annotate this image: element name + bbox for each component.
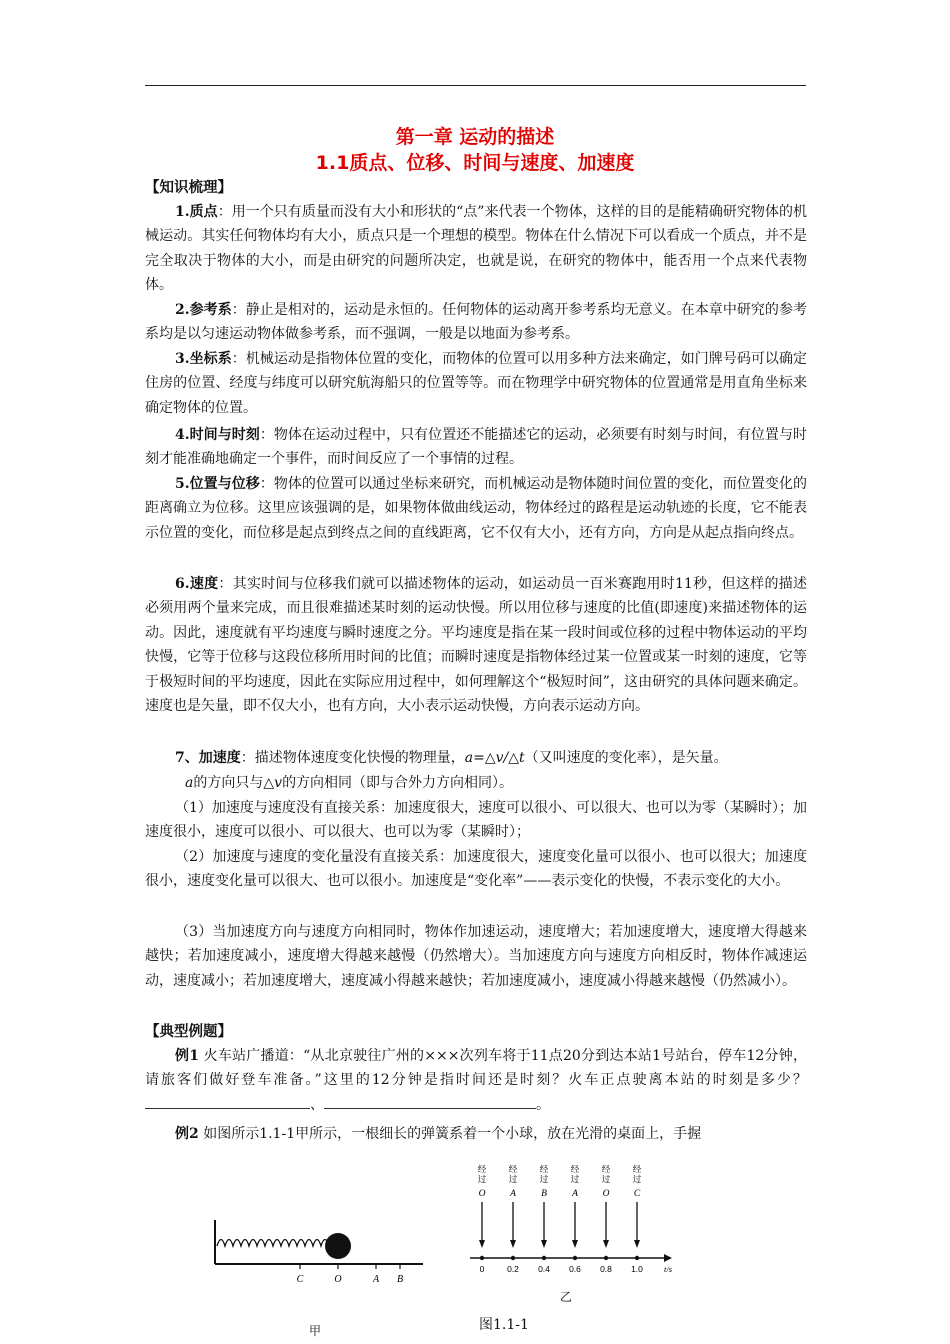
pass-label: 过 xyxy=(477,1175,487,1185)
paragraph-time: 4.时间与时刻：物体在运动过程中，只有位置还不能描述它的运动，必须要有时刻与时间，有位置与时刻才能准确地确定一个事件，而时间反应了一个事情的过程。 xyxy=(145,427,807,468)
axis-label: t/s xyxy=(663,1264,673,1274)
pass-label: 经 xyxy=(477,1165,487,1175)
pass-label: 过 xyxy=(539,1175,549,1185)
tick-label: 0.4 xyxy=(538,1264,550,1274)
knowledge-heading: 【知识梳理】 xyxy=(145,180,232,196)
paragraph-particle: 1.质点：用一个只有质量而没有大小和形状的“点”来代表一个物体，这样的目的是能精确研究物体的机械运动。其实任何物体均有大小，质点只是一个理想的模型。物体在什么情况下可以看成一个质点，并不是完全取决于物体的大小，而是由研究的问题所决定，也就是说，在研究的物体中，能否用一个点来代表物体。 xyxy=(145,204,807,294)
pass-label: 过 xyxy=(508,1175,518,1185)
note-1: （1）加速度与速度没有直接关系：加速度很大，速度可以很小、可以很大、也可以为零（某瞬时）；加速度很小，速度可以很小、可以很大、也可以为零（某瞬时）； xyxy=(145,800,807,841)
paragraph-displacement: 5.位置与位移：物体的位置可以通过坐标来研究，而机械运动是物体随时间位置的变化，而位置变化的距离确立为位移。这里应该强调的是，如果物体做曲线运动，物体经过的路程是运动轨迹的长度，它不能表示位置的变化，而位移是起点到终点之间的直线距离，它不仅有大小，还有方向，方向是从起点指向终点。 xyxy=(145,476,807,541)
ball xyxy=(325,1233,351,1259)
caption-yi: 乙 xyxy=(560,1290,573,1304)
point-label: C xyxy=(633,1189,641,1199)
pass-arrowhead xyxy=(634,1240,640,1248)
axis-arrowhead xyxy=(664,1254,672,1262)
pass-label: 经 xyxy=(570,1165,580,1175)
tick-label: 0.2 xyxy=(507,1264,519,1274)
tick-label: 1.0 xyxy=(631,1264,643,1274)
time-tick xyxy=(604,1256,608,1260)
pass-arrowhead xyxy=(479,1240,485,1248)
examples-heading: 【典型例题】 xyxy=(145,1024,232,1040)
paragraph-acceleration-direction: a的方向只与△v的方向相同（即与合外力方向相同）。 xyxy=(185,775,514,791)
answer-blank-1[interactable] xyxy=(145,1094,310,1109)
pass-arrowhead xyxy=(510,1240,516,1248)
pass-label: 过 xyxy=(570,1175,580,1185)
caption-jia: 甲 xyxy=(309,1324,322,1338)
answer-blank-2[interactable] xyxy=(324,1094,536,1109)
tick-label: 0.8 xyxy=(600,1264,612,1274)
point-label: O xyxy=(478,1189,486,1199)
example-2: 例2 如图所示1.1-1甲所示，一根细长的弹簧系着一个小球，放在光滑的桌面上，手握 xyxy=(175,1126,702,1142)
position-label: A xyxy=(372,1274,380,1285)
time-tick xyxy=(542,1256,546,1260)
time-tick xyxy=(511,1256,515,1260)
section-title: 1.1质点、位移、时间与速度、加速度 xyxy=(315,152,635,174)
tick-label: 0 xyxy=(479,1264,485,1274)
paragraph-reference-frame: 2.参考系：静止是相对的，运动是永恒的。任何物体的运动离开参考系均无意义。在本章中研究的参考系均是以匀速运动物体做参考系，而不强调，一般是以地面为参考系。 xyxy=(145,302,807,343)
chapter-title: 第一章 运动的描述 xyxy=(395,126,555,148)
tick-label: 0.6 xyxy=(569,1264,581,1274)
point-label: B xyxy=(541,1189,547,1199)
time-tick xyxy=(480,1256,484,1260)
pass-label: 过 xyxy=(601,1175,611,1185)
pass-label: 过 xyxy=(632,1175,642,1185)
paragraph-velocity: 6.速度：其实时间与位移我们就可以描述物体的运动，如运动员一百米赛跑用时11秒，但这样的描述必须用两个量来完成，而且很难描述某时刻的运动快慢。所以用位移与速度的比值(即速度)来描述物体的运动。因此，速度就有平均速度与瞬时速度之分。平均速度是指在某一段时间或位移的过程中物体运动的平均快慢，它等于位移与这段位移所用时间的比值；而瞬时速度是指物体经过某一位置或某一时刻的速度，它等于极短时间的平均速度，因此在实际应用过程中，如何理解这个“极短时间”，这由研究的具体问题来确定。速度也是矢量，即不仅大小，也有方向，大小表示运动快慢，方向表示运动方向。 xyxy=(145,576,807,715)
note-3: （3）当加速度方向与速度方向相同时，物体作加速运动，速度增大；若加速度增大，速度增大得越来越快；若加速度减小，速度增大得越来越慢（仍然增大）。当加速度方向与速度方向相反时，物体作减速运动，速度减小；若加速度增大，速度减小得越来越快；若加速度减小，速度减小得越来越慢（仍然减小）。 xyxy=(145,924,807,989)
pass-arrowhead xyxy=(541,1240,547,1248)
figure-caption: 图1.1-1 xyxy=(479,1317,529,1333)
figure-spring-ball xyxy=(205,1212,430,1307)
point-label: A xyxy=(572,1189,578,1199)
example-1: 例1 火车站广播道：“从北京驶往广州的×××次列车将于11点20分到达本站1号站台，停车12分钟，请旅客们做好登车准备。”这里的12分钟是指时间还是时刻？火车正点驶离本站的时刻是多少？、 。 xyxy=(145,1048,807,1113)
paragraph-acceleration: 7、加速度：描述物体速度变化快慢的物理量，a=△v/△t（又叫速度的变化率），是矢量。 xyxy=(175,750,728,766)
point-label: A xyxy=(510,1189,516,1199)
position-label: C xyxy=(296,1274,304,1285)
pass-label: 经 xyxy=(508,1165,518,1175)
point-label: O xyxy=(602,1189,610,1199)
note-2: （2）加速度与速度的变化量没有直接关系：加速度很大，速度变化量可以很小、也可以很大；加速度很小，速度变化量可以很大、也可以很小。加速度是“变化率”——表示变化的快慢，不表示变化的大小。 xyxy=(145,849,807,890)
paragraph-coordinate: 3.坐标系：机械运动是指物体位置的变化，而物体的位置可以用多种方法来确定，如门牌号码可以确定住房的位置、经度与纬度可以研究航海船只的位置等等。而在物理学中研究物体的位置通常是用直角坐标来确定物体的位置。 xyxy=(145,351,807,416)
header-rule xyxy=(145,85,806,86)
position-label: B xyxy=(396,1274,404,1285)
position-label: O xyxy=(334,1274,342,1285)
time-tick xyxy=(635,1256,639,1260)
pass-arrowhead xyxy=(603,1240,609,1248)
pass-label: 经 xyxy=(539,1165,549,1175)
pass-label: 经 xyxy=(601,1165,611,1175)
pass-arrowhead xyxy=(572,1240,578,1248)
time-tick xyxy=(573,1256,577,1260)
spring-coil xyxy=(217,1240,337,1247)
pass-label: 经 xyxy=(632,1165,642,1175)
figure-timeline xyxy=(462,1160,682,1290)
